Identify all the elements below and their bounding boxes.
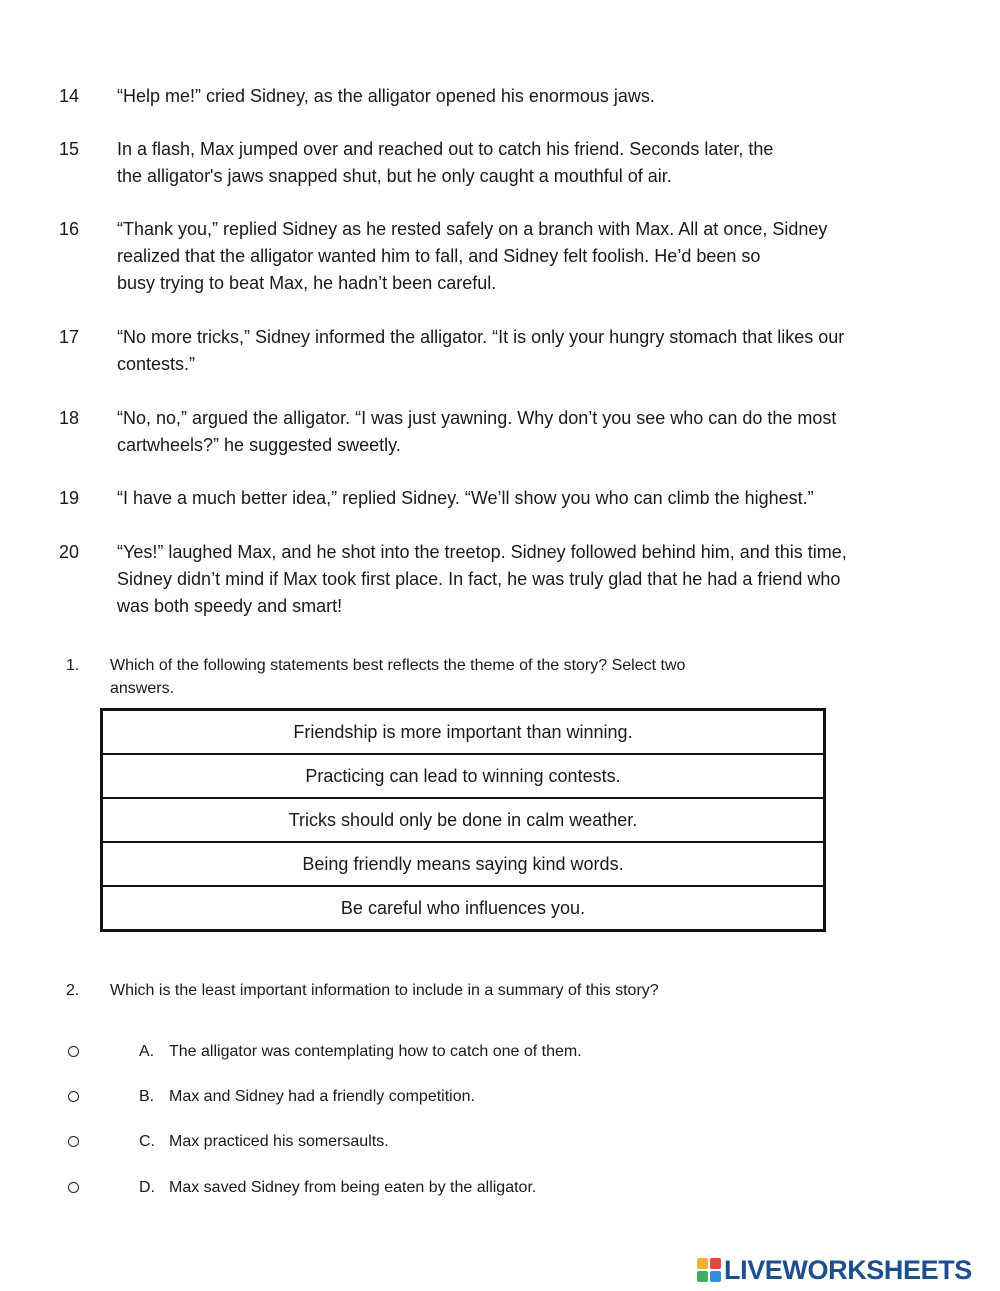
paragraph-line: contests.” xyxy=(117,354,196,374)
answer-choice-2[interactable]: Practicing can lead to winning contests. xyxy=(103,753,823,797)
paragraph-text xyxy=(117,485,927,512)
paragraph-number: 15 xyxy=(59,139,80,159)
logo-square xyxy=(697,1271,708,1282)
paragraph-line: “Thank you,” replied Sidney as he rested safely on a branch with Max. All at once, Sidney xyxy=(117,219,828,239)
option-letter: D. xyxy=(139,1179,155,1196)
paragraph-number: 16 xyxy=(59,219,80,239)
answer-choice-4[interactable]: Being friendly means saying kind words. xyxy=(103,841,823,885)
paragraph-line: was both speedy and smart! xyxy=(117,596,343,616)
paragraph-line: “Yes!” laughed Max, and he shot into the treetop. Sidney followed behind him, and this time, xyxy=(117,542,847,562)
paragraph-line: the alligator's jaws snapped shut, but he only caught a mouthful of air. xyxy=(117,166,672,186)
question-number: 1. xyxy=(66,657,80,674)
paragraph-line: busy trying to beat Max, he hadn’t been careful. xyxy=(117,273,497,293)
liveworksheets-brand xyxy=(697,1255,972,1285)
option-d[interactable] xyxy=(0,1177,1000,1203)
paragraph-line: “Help me!” cried Sidney, as the alligator opened his enormous jaws. xyxy=(117,86,655,106)
paragraph-line: “No more tricks,” Sidney informed the alligator. “It is only your hungry stomach that likes our xyxy=(117,327,845,347)
paragraph-text xyxy=(117,324,927,378)
logo-square xyxy=(697,1258,708,1269)
paragraph-text xyxy=(117,83,927,110)
answer-choice-5[interactable]: Be careful who influences you. xyxy=(103,885,823,929)
paragraph-text xyxy=(117,136,927,190)
question-line: Which is the least important information to include in a summary of this story? xyxy=(110,982,659,999)
paragraph-number: 20 xyxy=(59,542,80,562)
paragraph-line: In a flash, Max jumped over and reached out to catch his friend. Seconds later, the xyxy=(117,139,774,159)
logo-square xyxy=(710,1258,721,1269)
question-text xyxy=(110,654,685,700)
paragraph-text xyxy=(117,539,927,620)
question-text xyxy=(110,979,659,1002)
radio-button[interactable] xyxy=(68,1136,79,1147)
option-c[interactable] xyxy=(0,1131,1000,1157)
radio-button[interactable] xyxy=(68,1046,79,1057)
answer-choice-3[interactable]: Tricks should only be done in calm weather. xyxy=(103,797,823,841)
option-a[interactable] xyxy=(0,1041,1000,1067)
option-text: Max saved Sidney from being eaten by the alligator. xyxy=(169,1179,537,1196)
option-letter: A. xyxy=(139,1043,155,1060)
logo-square xyxy=(710,1271,721,1282)
radio-button[interactable] xyxy=(68,1091,79,1102)
radio-button[interactable] xyxy=(68,1182,79,1193)
answer-choices-box xyxy=(100,708,826,932)
option-text: Max and Sidney had a friendly competition. xyxy=(169,1088,475,1105)
paragraph-line: realized that the alligator wanted him to fall, and Sidney felt foolish. He’d been so xyxy=(117,246,761,266)
paragraph-line: cartwheels?” he suggested sweetly. xyxy=(117,435,401,455)
paragraph-text xyxy=(117,405,927,459)
option-text: The alligator was contemplating how to catch one of them. xyxy=(169,1043,582,1060)
paragraph-line: “I have a much better idea,” replied Sidney. “We’ll show you who can climb the highest.” xyxy=(117,488,814,508)
option-letter: C. xyxy=(139,1133,155,1150)
liveworksheets-logo-icon xyxy=(697,1258,721,1282)
paragraph-line: Sidney didn’t mind if Max took first place. In fact, he was truly glad that he had a friend who xyxy=(117,569,841,589)
option-letter: B. xyxy=(139,1088,155,1105)
paragraph-text xyxy=(117,216,927,297)
paragraph-number: 19 xyxy=(59,488,80,508)
paragraph-number: 17 xyxy=(59,327,80,347)
paragraph-number: 14 xyxy=(59,86,80,106)
paragraph-number: 18 xyxy=(59,408,80,428)
answer-choice-1[interactable]: Friendship is more important than winning. xyxy=(293,722,633,742)
option-b[interactable] xyxy=(0,1086,1000,1112)
brand-name: LIVEWORKSHEETS xyxy=(724,1254,972,1285)
question-line: Which of the following statements best reflects the theme of the story? Select two xyxy=(110,657,686,674)
question-line: answers. xyxy=(110,680,175,697)
paragraph-line: “No, no,” argued the alligator. “I was just yawning. Why don’t you see who can do the most xyxy=(117,408,837,428)
question-number: 2. xyxy=(66,982,80,999)
option-text: Max practiced his somersaults. xyxy=(169,1133,389,1150)
